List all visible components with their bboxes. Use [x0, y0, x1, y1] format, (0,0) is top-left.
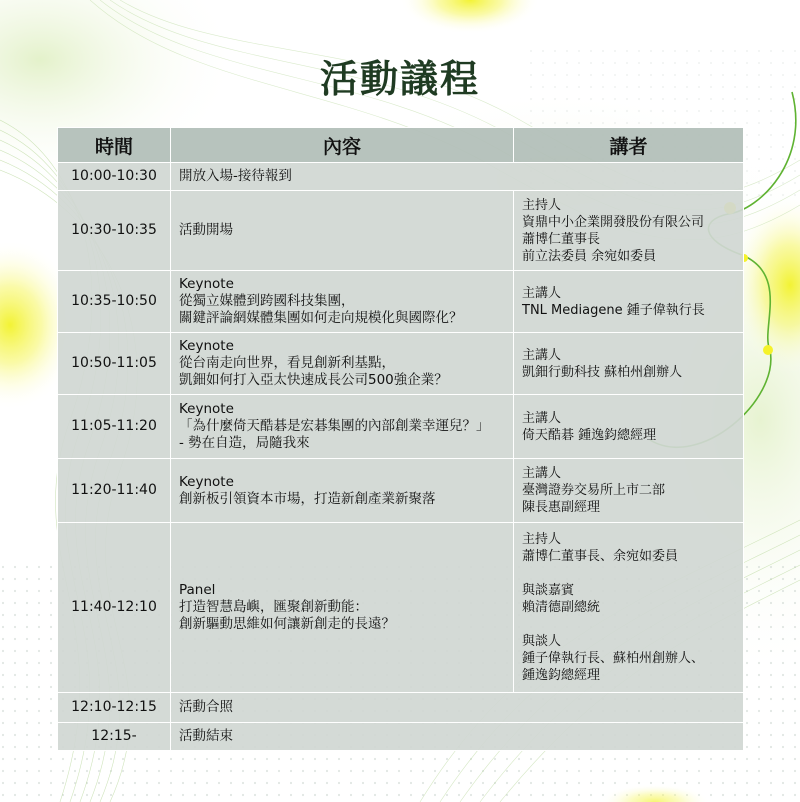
row-speaker: 主講人 臺灣證券交易所上市二部 陳長惠副經理: [514, 459, 744, 523]
row-speaker: 主講人 凱鈿行動科技 蘇柏州創辦人: [514, 333, 744, 395]
row-content: 活動合照: [171, 693, 744, 723]
row-time: 10:00-10:30: [58, 163, 171, 191]
row-speaker: 主講人 倚天酷碁 鍾逸鈞總經理: [514, 395, 744, 459]
table-row: [58, 271, 744, 333]
row-content: 開放入場-接待報到: [171, 163, 744, 191]
row-content: Keynote 從台南走向世界，看見創新利基點， 凱鈿如何打入亞太快速成長公司500強企業？: [171, 333, 514, 395]
table-header-row: [58, 128, 744, 163]
row-time: 12:15-: [58, 723, 171, 751]
row-time: 10:30-10:35: [58, 191, 171, 271]
row-time: 11:20-11:40: [58, 459, 171, 523]
row-speaker: 主持人 資鼎中小企業開發股份有限公司 蕭博仁董事長 前立法委員 余宛如委員: [514, 191, 744, 271]
row-speaker: 主講人 TNL Mediagene 鍾子偉執行長: [514, 271, 744, 333]
row-time: 11:05-11:20: [58, 395, 171, 459]
header-content: 內容: [171, 128, 514, 163]
row-content: Keynote 從獨立媒體到跨國科技集團， 關鍵評論網媒體集團如何走向規模化與國際化？: [171, 271, 514, 333]
page-title: 活動議程: [319, 57, 480, 101]
row-time: 11:40-12:10: [58, 523, 171, 693]
table-row: [58, 693, 744, 723]
agenda-table: [57, 127, 744, 751]
row-content: 活動結束: [171, 723, 744, 751]
row-content: 活動開場: [171, 191, 514, 271]
table-row: [58, 333, 744, 395]
row-content: Keynote 「為什麼倚天酷碁是宏碁集團的內部創業幸運兒？」 - 勢在自造，局隨我來: [171, 395, 514, 459]
table-row: [58, 459, 744, 523]
table-row: [58, 523, 744, 693]
table-row: [58, 163, 744, 191]
header-time: 時間: [58, 128, 171, 163]
row-time: 10:50-11:05: [58, 333, 171, 395]
row-content: Keynote 創新板引領資本市場，打造新創產業新聚落: [171, 459, 514, 523]
row-content: Panel 打造智慧島嶼，匯聚創新動能： 創新驅動思維如何讓新創走的長遠？: [171, 523, 514, 693]
table-row: [58, 395, 744, 459]
table-row: [58, 723, 744, 751]
row-time: 12:10-12:15: [58, 693, 171, 723]
row-speaker: 主持人 蕭博仁董事長、余宛如委員 與談嘉賓 賴清德副總統 與談人 鍾子偉執行長、蘇柏州創辦人、 鍾逸鈞總經理: [514, 523, 744, 693]
header-speaker: 講者: [514, 128, 744, 163]
row-time: 10:35-10:50: [58, 271, 171, 333]
table-row: [58, 191, 744, 271]
